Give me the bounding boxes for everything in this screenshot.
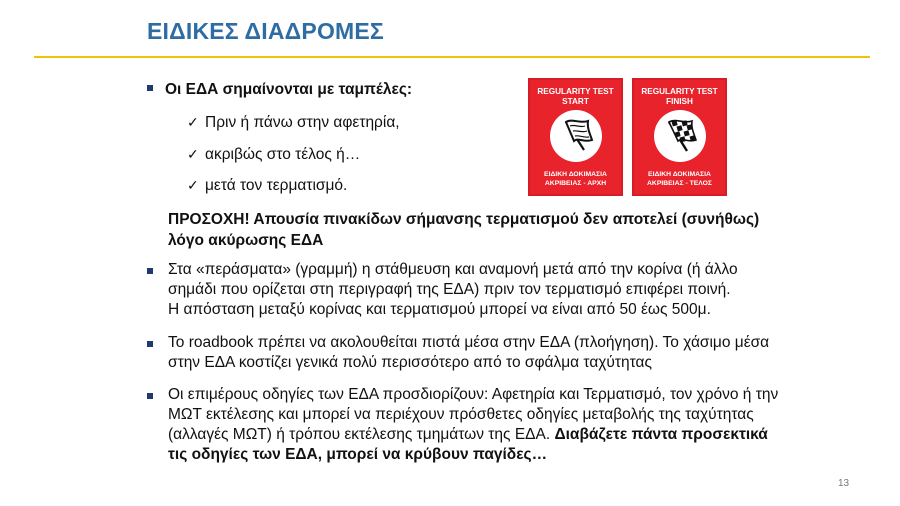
bullet-signs-text: Οι ΕΔΑ σημαίνονται με ταμπέλες: <box>165 81 413 98</box>
checkmark-icon: ✓ <box>187 146 199 162</box>
bullet-signs <box>147 81 412 99</box>
subitem-after-finish: ✓ μετά τον τερματισμό. <box>187 177 348 194</box>
page-number: 13 <box>838 478 850 489</box>
white-flag-icon <box>550 110 602 162</box>
bullet-instructions: Οι επιμέρους οδηγίες των ΕΔΑ προσδιορίζουν: Αφετηρία και Τερματισμό, τον χρόνο ή την ΜΩΤ εκτέλεσης και μπορεί να περιέχουν πρόσθετες οδηγίες μεταβολής της ταχύτητας (αλλαγές ΜΩΤ) ή τρόπου εκτέλεσης τμημάτων της ΕΔΑ. Διαβάζετε πάντα προσεκτικά τις οδηγίες των ΕΔΑ, μπορεί να κρύβουν παγίδες… <box>147 385 847 465</box>
title-underline <box>34 56 870 58</box>
bullet-square-icon <box>147 341 153 347</box>
bullet-roadbook: Το roadbook πρέπει να ακολουθείται πιστά μέσα στην ΕΔΑ (πλοήγηση). Το χάσιμο μέσα στην ΕΔΑ κοστίζει γενικά πολύ περισσότερο από το σφάλμα ταχύτητας <box>147 333 847 373</box>
warning-note: ΠΡΟΣΟΧΗ! Απουσία πινακίδων σήμανσης τερματισμού δεν αποτελεί (συνήθως) λόγο ακύρωσης ΕΔΑ <box>168 211 760 249</box>
checkmark-icon: ✓ <box>187 114 199 130</box>
checkmark-icon: ✓ <box>187 177 199 193</box>
subitem-before-start: ✓ Πριν ή πάνω στην αφετηρία, <box>187 114 400 131</box>
slide-title: ΕΙΔΙΚΕΣ ΔΙΑΔΡΟΜΕΣ <box>147 18 384 44</box>
bullet-square-icon <box>147 85 153 91</box>
subitem-at-end: ✓ ακριβώς στο τέλος ή… <box>187 146 361 163</box>
checkered-flag-icon <box>654 110 706 162</box>
regularity-start-sign: REGULARITY TEST START ΕΙΔΙΚΗ ΔΟΚΙΜΑΣΙΑ ΑΚΡΙΒΕΙΑΣ - ΑΡΧΗ <box>528 78 623 196</box>
regularity-finish-sign: REGULARITY TEST FINISH ΕΙΔΙΚΗ ΔΟΚΙΜΑΣΙΑ ΑΚΡΙΒΕΙΑΣ - ΤΕΛΟΣ <box>632 78 727 196</box>
bullet-crossings: Στα «περάσματα» (γραμμή) η στάθμευση και αναμονή μετά από την κορίνα (ή άλλο σημάδι που ορίζεται στη περιγραφή της ΕΔΑ) πριν τον τερματισμό επιφέρει ποινή. Η απόσταση μεταξύ κορίνας και τερματισμού μπορεί να είναι από 50 έως 500μ. <box>147 260 847 320</box>
bullet-square-icon <box>147 393 153 399</box>
bullet-square-icon <box>147 268 153 274</box>
